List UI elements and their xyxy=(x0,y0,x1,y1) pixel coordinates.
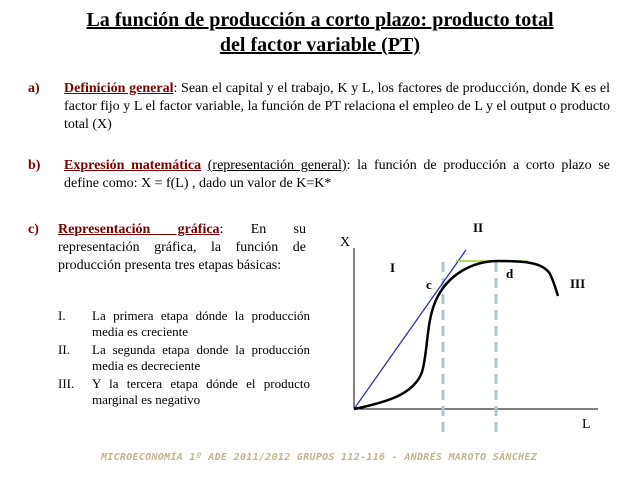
section-a-heading: Definición general xyxy=(64,81,174,96)
list-item-text: Y la tercera etapa dónde el producto marginal es negativo xyxy=(92,376,310,407)
stage-1-label: I xyxy=(390,260,396,275)
list-item-number: I. xyxy=(58,308,66,323)
list-item-text: La segunda etapa donde la producción media es decreciente xyxy=(92,342,310,373)
section-c-text: : En su representación gráfica, la función de producción presenta tres etapas básicas: xyxy=(58,222,306,273)
section-c-letter: c) xyxy=(28,222,39,237)
y-axis-label: X xyxy=(340,235,351,250)
section-b-text: : la función de producción a corto plazo se define como: X = f(L) , dado un valor de K=K* xyxy=(64,158,610,191)
title-line-2: del factor variable (PT) xyxy=(219,34,421,56)
title-line-1: La función de producción a corto plazo: producto total xyxy=(86,9,554,31)
point-d-label: d xyxy=(506,266,514,281)
total-product-curve xyxy=(354,261,558,409)
stages-list xyxy=(58,308,310,410)
list-item-number: III. xyxy=(58,376,75,391)
section-b-heading: Expresión matemática xyxy=(64,158,202,173)
list-item-number: II. xyxy=(58,342,70,357)
x-axis-label: L xyxy=(582,417,591,432)
list-item xyxy=(58,376,310,408)
section-a-text: : Sean el capital y el trabajo, K y L, los factores de producción, donde K es el factor fijo y L el factor variable, la función de PT relaciona el empleo de L y el output o producto total (X) xyxy=(64,81,610,132)
production-function-graph xyxy=(318,212,618,437)
section-c-body xyxy=(58,221,306,275)
stage-3-label: III xyxy=(570,276,586,291)
section-c-heading: Representación gráfica xyxy=(58,222,220,237)
page-title xyxy=(20,8,620,58)
list-item xyxy=(58,342,310,374)
point-c-label: c xyxy=(426,277,432,292)
list-item-text: La primera etapa dónde la producción media es creciente xyxy=(92,308,310,339)
section-b-body xyxy=(64,157,610,193)
section-b-letter: b) xyxy=(28,158,41,173)
list-item xyxy=(58,308,310,340)
section-a-body xyxy=(64,80,610,134)
section-a-letter: a) xyxy=(28,81,40,96)
section-b-sub: (representación general) xyxy=(207,158,347,173)
stage-2-label: II xyxy=(473,220,484,235)
footer: MICROECONOMÍA 1º ADE 2011/2012 GRUPOS 112-116 - ANDRÉS MAROTO SÁNCHEZ xyxy=(100,452,538,463)
ray-from-origin xyxy=(354,250,466,409)
